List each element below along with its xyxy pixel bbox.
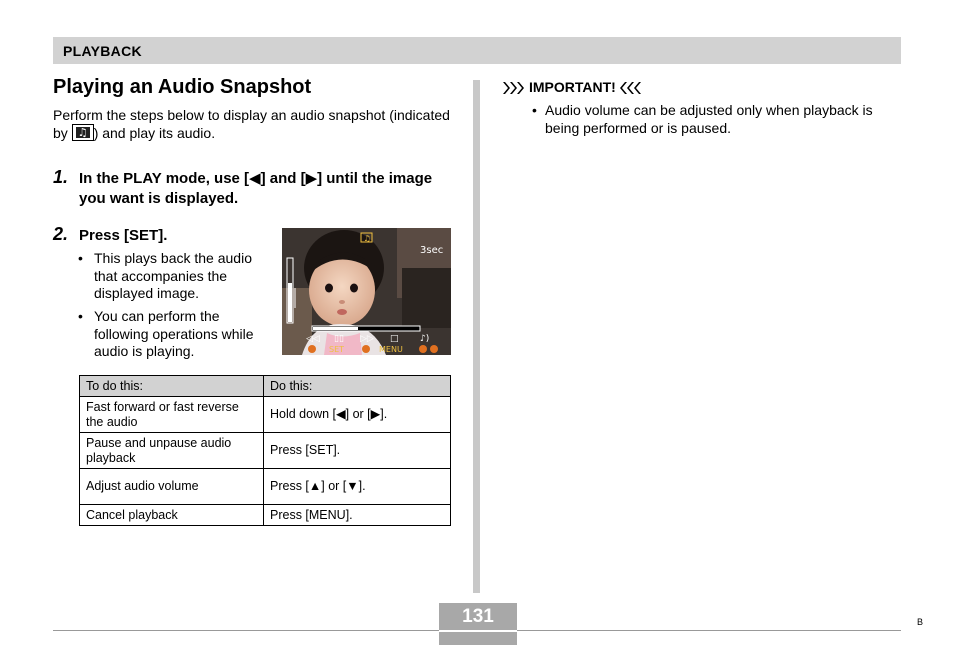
svg-text:◁◁: ◁◁ — [306, 334, 320, 344]
table-cell: Press [SET]. — [264, 433, 451, 469]
language-code: B — [917, 617, 924, 627]
camera-screen-photo — [282, 228, 451, 355]
section-label: PLAYBACK — [63, 43, 142, 59]
bullet-text: You can perform the following operations while audio is playing. — [94, 308, 254, 359]
step-2-number: 2. — [53, 224, 69, 244]
step-1-number: 1. — [53, 167, 69, 187]
table-row — [80, 397, 451, 433]
table-cell: Pause and unpause audio playback — [80, 433, 264, 469]
important-label: IMPORTANT! — [529, 79, 616, 95]
bullet-dot: • — [78, 250, 83, 266]
duration-label: 3sec — [420, 245, 444, 256]
svg-text:▷▷: ▷▷ — [360, 334, 374, 344]
section-header-bar — [53, 37, 901, 64]
important-right-icon — [620, 82, 642, 94]
svg-text:♪): ♪) — [420, 334, 430, 344]
operations-table — [79, 375, 451, 526]
page-number-box — [439, 603, 517, 645]
table-cell: Press [MENU]. — [264, 505, 451, 526]
table-cell: Fast forward or fast reverse the audio — [80, 397, 264, 433]
table-header-cell: To do this: — [80, 376, 264, 397]
intro-text-before: Perform the steps below to display an audio snapshot (indicated by — [53, 107, 450, 141]
page-number: 131 — [462, 606, 494, 627]
audio-snapshot-indicator-icon: ♫ — [363, 234, 371, 243]
important-left-icon — [503, 82, 525, 94]
bullet-dot: • — [532, 102, 537, 118]
table-cell: Adjust audio volume — [80, 469, 264, 505]
page-title: Playing an Audio Snapshot — [53, 76, 312, 98]
menu-label: MENU — [379, 345, 403, 354]
table-row — [80, 433, 451, 469]
set-label: SET — [329, 345, 345, 354]
table-header-row — [80, 376, 451, 397]
audio-snapshot-icon — [72, 124, 94, 141]
bullet-dot: • — [78, 308, 83, 324]
intro-paragraph — [53, 106, 453, 142]
camera-screen-illustration — [282, 228, 451, 355]
column-divider — [473, 80, 480, 593]
svg-text:□: □ — [390, 334, 399, 344]
important-bullet-text: Audio volume can be adjusted only when playback is being performed or is paused. — [545, 102, 873, 136]
table-cell: Cancel playback — [80, 505, 264, 526]
table-row — [80, 505, 451, 526]
table-row — [80, 469, 451, 505]
table-cell: Hold down [◀] or [▶]. — [264, 397, 451, 433]
table-cell: Press [▲] or [▼]. — [264, 469, 451, 505]
step-1-text: In the PLAY mode, use [◀] and [▶] until the image you want is displayed. — [79, 170, 433, 207]
bullet-text: This plays back the audio that accompanies the displayed image. — [94, 250, 252, 301]
intro-text-after: ) and play its audio. — [93, 125, 216, 141]
step-2-text: Press [SET]. — [79, 227, 168, 244]
svg-text:▯▯: ▯▯ — [334, 334, 344, 344]
important-heading — [503, 79, 642, 95]
table-header-cell: Do this: — [264, 376, 451, 397]
